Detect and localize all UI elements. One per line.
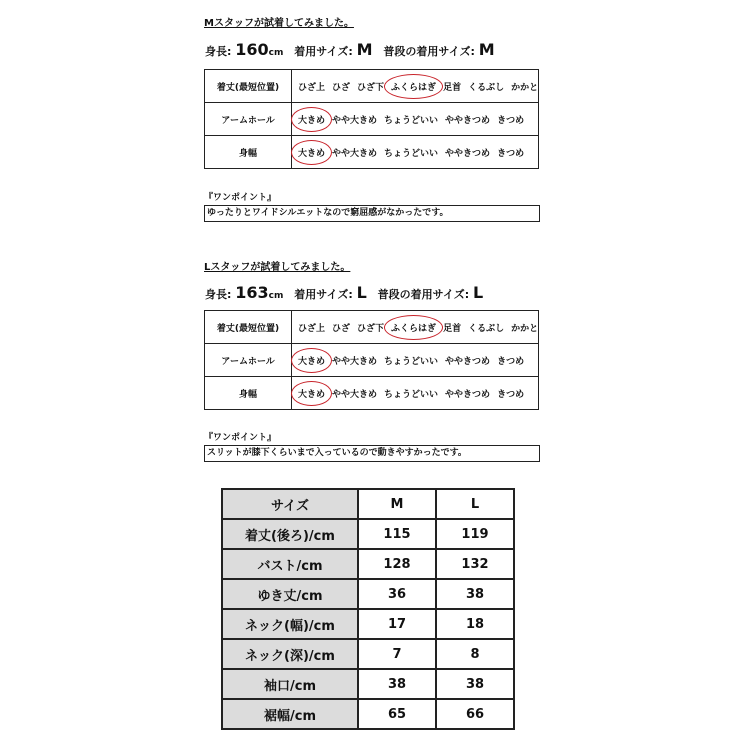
staff-m-point-label: 『ワンポイント』 bbox=[204, 193, 277, 203]
fit-row-label: 着丈(最短位置) bbox=[205, 311, 292, 344]
size-value-m: 7 bbox=[358, 639, 436, 669]
fit-option: ちょうどいい bbox=[384, 148, 439, 159]
size-table-row bbox=[222, 669, 514, 699]
size-row-label: ネック(幅)/cm bbox=[222, 609, 358, 639]
fit-options bbox=[292, 377, 539, 410]
fit-option: ややきつめ bbox=[445, 148, 491, 159]
size-row-label: 袖口/cm bbox=[222, 669, 358, 699]
usual-size-label: 普段の着用サイズ: bbox=[383, 45, 475, 58]
height-unit: cm bbox=[268, 291, 284, 301]
fit-row-width bbox=[205, 377, 539, 410]
size-row-label: ゆき丈/cm bbox=[222, 579, 358, 609]
fit-row-length bbox=[205, 311, 539, 344]
size-row-label: 裾幅/cm bbox=[222, 699, 358, 729]
usual-size-value: M bbox=[478, 40, 495, 59]
size-table bbox=[221, 488, 515, 730]
fit-option: 足首 bbox=[443, 82, 462, 93]
fit-options bbox=[292, 344, 539, 377]
height-label: 身長: bbox=[205, 288, 232, 301]
fit-option: ひざ bbox=[332, 323, 351, 334]
staff-l-stats bbox=[205, 283, 483, 302]
fit-option: ちょうどいい bbox=[384, 356, 439, 367]
size-row-label: 着丈(後ろ)/cm bbox=[222, 519, 358, 549]
fit-option-selected: 大きめ bbox=[298, 113, 325, 126]
fit-option: やや大きめ bbox=[332, 356, 378, 367]
fit-option: くるぶし bbox=[468, 323, 505, 334]
size-value-m: 115 bbox=[358, 519, 436, 549]
fit-option: ややきつめ bbox=[445, 356, 491, 367]
size-value-l: 66 bbox=[436, 699, 514, 729]
size-header-cell: サイズ bbox=[222, 489, 358, 519]
wear-size-label: 着用サイズ: bbox=[294, 288, 353, 301]
fit-option: 足首 bbox=[443, 323, 462, 334]
fit-option: くるぶし bbox=[468, 82, 505, 93]
fit-options bbox=[292, 103, 539, 136]
staff-l-point-text: スリットが膝下くらいまで入っているので動きやすかったです。 bbox=[204, 445, 540, 462]
staff-m-fit-table bbox=[204, 69, 539, 169]
wear-size-label: 着用サイズ: bbox=[294, 45, 353, 58]
height-value: 163 bbox=[235, 283, 269, 302]
size-header-cell: L bbox=[436, 489, 514, 519]
fit-row-armhole bbox=[205, 103, 539, 136]
fit-row-label: アームホール bbox=[205, 103, 292, 136]
size-table-row bbox=[222, 579, 514, 609]
fit-row-label: アームホール bbox=[205, 344, 292, 377]
size-row-label: バスト/cm bbox=[222, 549, 358, 579]
fit-option: ややきつめ bbox=[445, 115, 491, 126]
height-value: 160 bbox=[235, 40, 269, 59]
fit-row-label: 身幅 bbox=[205, 377, 292, 410]
fit-option: ひざ下 bbox=[357, 323, 385, 334]
staff-m-stats bbox=[205, 40, 495, 59]
size-table-header bbox=[222, 489, 514, 519]
usual-size-value: L bbox=[473, 283, 484, 302]
fit-option: きつめ bbox=[497, 389, 525, 400]
size-value-m: 38 bbox=[358, 669, 436, 699]
staff-l-point-label: 『ワンポイント』 bbox=[204, 433, 277, 443]
size-table-row bbox=[222, 699, 514, 729]
fit-options bbox=[292, 311, 539, 344]
size-value-l: 8 bbox=[436, 639, 514, 669]
height-unit: cm bbox=[268, 48, 284, 58]
size-table-row bbox=[222, 609, 514, 639]
fit-row-length bbox=[205, 70, 539, 103]
fit-option: ひざ bbox=[332, 82, 351, 93]
size-value-l: 18 bbox=[436, 609, 514, 639]
fit-row-label: 身幅 bbox=[205, 136, 292, 169]
size-value-m: 65 bbox=[358, 699, 436, 729]
fit-option: きつめ bbox=[497, 115, 525, 126]
fit-option: ひざ下 bbox=[357, 82, 385, 93]
usual-size-label: 普段の着用サイズ: bbox=[377, 288, 470, 301]
fit-options bbox=[292, 70, 539, 103]
fit-row-width bbox=[205, 136, 539, 169]
wear-size-value: M bbox=[356, 40, 373, 59]
staff-m-title: Mスタッフが試着してみました。 bbox=[204, 18, 354, 29]
wear-size-value: L bbox=[356, 283, 367, 302]
size-value-m: 36 bbox=[358, 579, 436, 609]
fit-option-selected: 大きめ bbox=[298, 354, 325, 367]
fit-option: きつめ bbox=[497, 356, 525, 367]
size-row-label: ネック(深)/cm bbox=[222, 639, 358, 669]
fit-option: やや大きめ bbox=[332, 389, 378, 400]
fit-option: やや大きめ bbox=[332, 148, 378, 159]
fit-option: かかと bbox=[511, 82, 539, 93]
size-table-row bbox=[222, 549, 514, 579]
fit-row-label: 着丈(最短位置) bbox=[205, 70, 292, 103]
fit-option: ちょうどいい bbox=[384, 115, 439, 126]
fit-option-selected: 大きめ bbox=[298, 387, 325, 400]
fit-option: かかと bbox=[511, 323, 539, 334]
height-label: 身長: bbox=[205, 45, 232, 58]
fit-option: やや大きめ bbox=[332, 115, 378, 126]
fit-option: ひざ上 bbox=[298, 323, 326, 334]
fit-option-selected: ふくらはぎ bbox=[391, 321, 436, 334]
fit-option: ひざ上 bbox=[298, 82, 326, 93]
size-value-l: 132 bbox=[436, 549, 514, 579]
size-table-row bbox=[222, 519, 514, 549]
fit-row-armhole bbox=[205, 344, 539, 377]
size-value-l: 38 bbox=[436, 669, 514, 699]
staff-l-title: Lスタッフが試着してみました。 bbox=[204, 262, 351, 273]
fit-option: きつめ bbox=[497, 148, 525, 159]
fit-options bbox=[292, 136, 539, 169]
fit-option: ややきつめ bbox=[445, 389, 491, 400]
size-value-l: 38 bbox=[436, 579, 514, 609]
size-value-l: 119 bbox=[436, 519, 514, 549]
size-header-cell: M bbox=[358, 489, 436, 519]
size-value-m: 128 bbox=[358, 549, 436, 579]
size-table-row bbox=[222, 639, 514, 669]
size-value-m: 17 bbox=[358, 609, 436, 639]
fit-option-selected: 大きめ bbox=[298, 146, 325, 159]
staff-m-point-text: ゆったりとワイドシルエットなので窮屈感がなかったです。 bbox=[204, 205, 540, 222]
fit-option-selected: ふくらはぎ bbox=[391, 80, 436, 93]
staff-l-fit-table bbox=[204, 310, 539, 410]
fit-option: ちょうどいい bbox=[384, 389, 439, 400]
